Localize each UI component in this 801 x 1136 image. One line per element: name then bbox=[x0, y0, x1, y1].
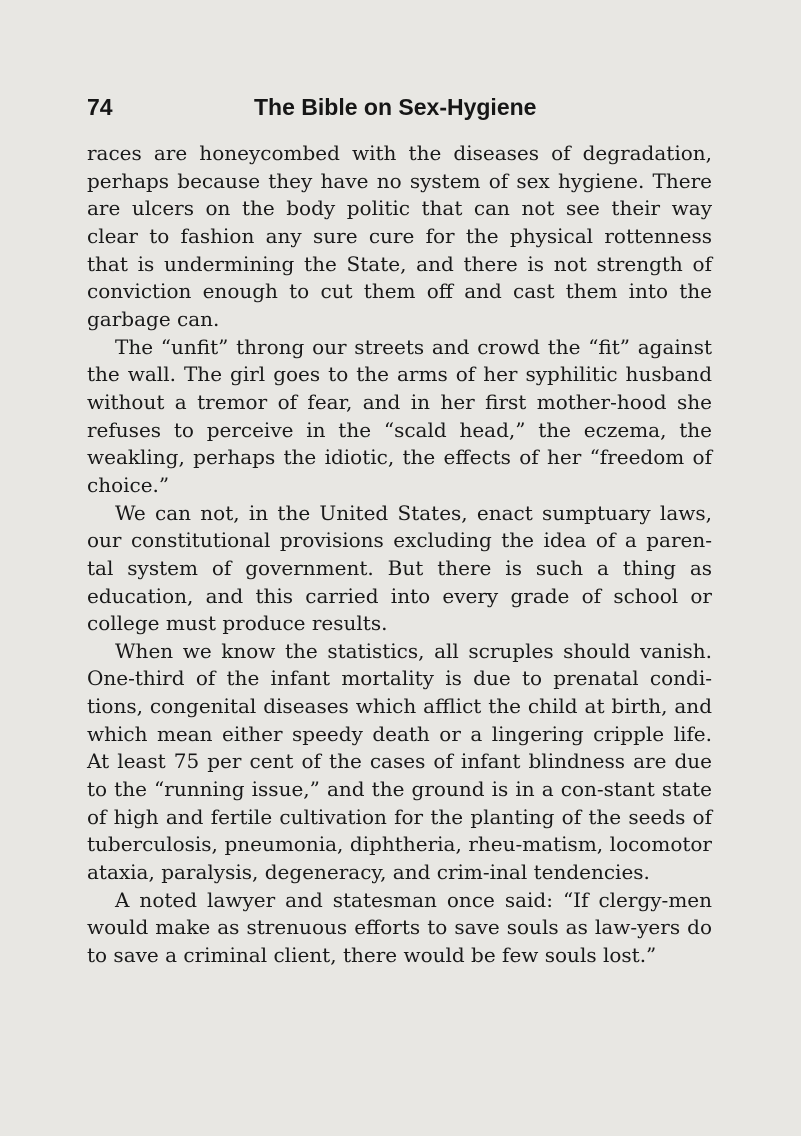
paragraph: races are honeycombed with the diseases of degradation, perhaps because they have no system of sex hygiene. There are ulcers on the body politic that can not see their way clear to fashion any sure cure for the physical rottenness that is undermining the State, and there is not strength of conviction enough to cut them off and cast them into the garbage can. bbox=[87, 141, 712, 331]
paragraph: The “unfit” throng our streets and crowd the “fit” against the wall. The girl goes to the arms of her syphilitic husband without a tremor of fear, and in her first mother-hood she refuses to perceive in the “scald head,” the eczema, the weakling, perhaps the idiotic, the effects of her “freedom of choice.” bbox=[87, 334, 712, 497]
paragraph: We can not, in the United States, enact sumptuary laws, our constitutional provisions excluding the idea of a paren-tal system of government. But there is such a thing as education, and this carried into every grade of school or college must produce results. bbox=[87, 500, 712, 636]
page-number: 74 bbox=[87, 94, 113, 120]
page-header bbox=[87, 94, 707, 130]
paragraph: A noted lawyer and statesman once said: “If clergy-men would make as strenuous efforts to save souls as law-yers do to save a criminal client, there would be few souls lost.” bbox=[87, 887, 712, 968]
body-text bbox=[87, 140, 712, 970]
running-title: The Bible on Sex-Hygiene bbox=[254, 94, 537, 120]
paragraph: When we know the statistics, all scruples should vanish. One-third of the infant mortality is due to prenatal condi-tions, congenital diseases which afflict the child at birth, and which mean either speedy death or a lingering cripple life. At least 75 per cent of the cases of infant blindness are due to the “running issue,” and the ground is in a con-stant state of high and fertile cultivation for the planting of the seeds of tuberculosis, pneumonia, diphtheria, rheu-matism, locomotor ataxia, paralysis, degeneracy, and crim-inal tendencies. bbox=[87, 638, 712, 885]
